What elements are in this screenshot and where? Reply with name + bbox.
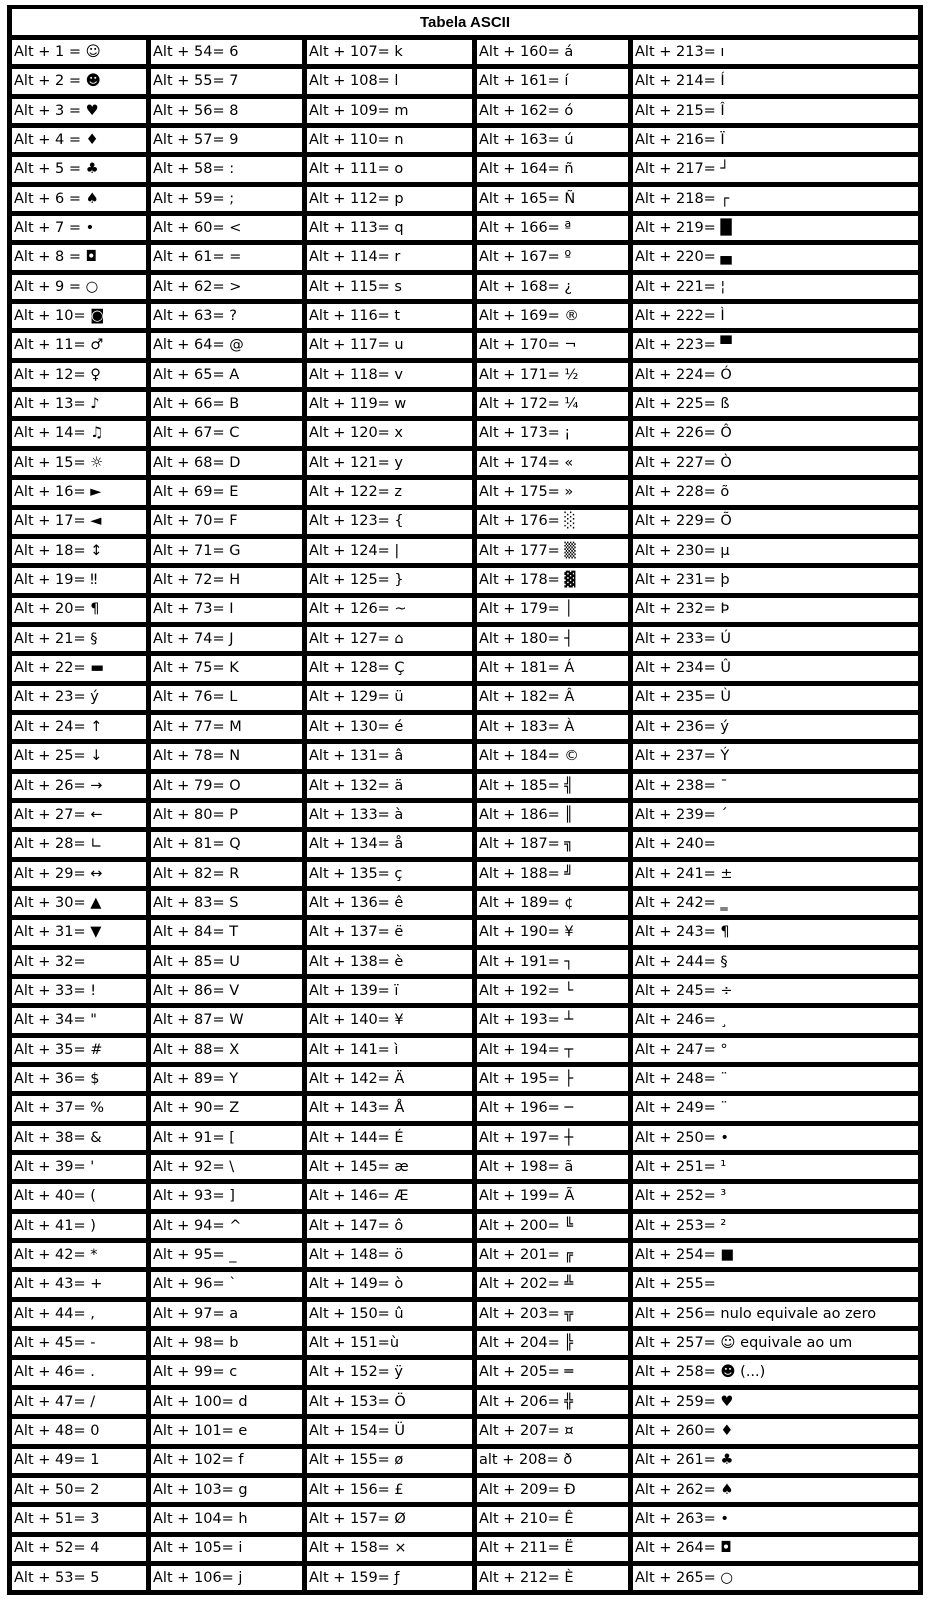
- table-cell: Alt + 155= ø: [307, 1449, 472, 1473]
- table-cell: Alt + 2 = ☻: [12, 69, 146, 93]
- table-cell: Alt + 83= S: [151, 891, 302, 915]
- table-column: [633, 40, 918, 1590]
- table-cell: Alt + 1 = ☺: [12, 40, 146, 64]
- table-cell: Alt + 238= ¯: [633, 774, 918, 798]
- table-cell: Alt + 59= ;: [151, 187, 302, 211]
- table-column: [307, 40, 472, 1590]
- table-cell: Alt + 4 = ♦: [12, 128, 146, 152]
- table-cell: Alt + 241= ±: [633, 862, 918, 886]
- table-cell: Alt + 233= Ú: [633, 627, 918, 651]
- table-cell: Alt + 199= Ã: [477, 1184, 628, 1208]
- table-cell: Alt + 213= ı: [633, 40, 918, 64]
- table-cell: Alt + 203= ╦: [477, 1302, 628, 1326]
- table-cell: Alt + 34= ": [12, 1008, 146, 1032]
- table-cell: Alt + 47= /: [12, 1390, 146, 1414]
- table-cell: Alt + 56= 8: [151, 99, 302, 123]
- table-cell: Alt + 74= J: [151, 627, 302, 651]
- table-cell: Alt + 114= r: [307, 245, 472, 269]
- table-cell: Alt + 91= [: [151, 1126, 302, 1150]
- table-cell: Alt + 12= ♀: [12, 363, 146, 387]
- table-cell: Alt + 231= þ: [633, 568, 918, 592]
- table-cell: Alt + 84= T: [151, 920, 302, 944]
- table-cell: Alt + 214= Í: [633, 69, 918, 93]
- table-cell: Alt + 210= Ê: [477, 1507, 628, 1531]
- table-cell: Alt + 245= ÷: [633, 979, 918, 1003]
- table-cell: Alt + 252= ³: [633, 1184, 918, 1208]
- table-cell: Alt + 200= ╚: [477, 1214, 628, 1238]
- table-cell: Alt + 154= Ü: [307, 1419, 472, 1443]
- table-column: [151, 40, 302, 1590]
- table-cell: Alt + 79= O: [151, 774, 302, 798]
- table-cell: Alt + 242= ‗: [633, 891, 918, 915]
- table-cell: Alt + 151=ù: [307, 1331, 472, 1355]
- table-cell: Alt + 72= H: [151, 568, 302, 592]
- table-cell: Alt + 232= Þ: [633, 598, 918, 622]
- table-cell: Alt + 162= ó: [477, 99, 628, 123]
- table-cell: Alt + 104= h: [151, 1507, 302, 1531]
- table-cell: Alt + 221= ¦: [633, 275, 918, 299]
- table-cell: Alt + 176= ░: [477, 510, 628, 534]
- table-cell: Alt + 7 = •: [12, 216, 146, 240]
- table-cell: Alt + 20= ¶: [12, 598, 146, 622]
- table-cell: Alt + 48= 0: [12, 1419, 146, 1443]
- table-grid: [12, 40, 918, 1590]
- table-cell: Alt + 49= 1: [12, 1449, 146, 1473]
- table-cell: Alt + 90= Z: [151, 1096, 302, 1120]
- table-cell: Alt + 55= 7: [151, 69, 302, 93]
- table-cell: Alt + 218= ┌: [633, 187, 918, 211]
- table-cell: Alt + 50= 2: [12, 1478, 146, 1502]
- table-cell: Alt + 36= $: [12, 1067, 146, 1091]
- table-cell: Alt + 108= l: [307, 69, 472, 93]
- table-cell: Alt + 43= +: [12, 1272, 146, 1296]
- ascii-table: [7, 5, 923, 1595]
- table-cell: Alt + 126= ~: [307, 598, 472, 622]
- table-cell: Alt + 244= §: [633, 950, 918, 974]
- table-cell: Alt + 46= .: [12, 1360, 146, 1384]
- table-cell: Alt + 92= \: [151, 1155, 302, 1179]
- table-cell: Alt + 117= u: [307, 333, 472, 357]
- table-cell: Alt + 188= ╝: [477, 862, 628, 886]
- table-cell: Alt + 128= Ç: [307, 656, 472, 680]
- table-cell: Alt + 183= À: [477, 715, 628, 739]
- table-cell: Alt + 89= Y: [151, 1067, 302, 1091]
- table-cell: Alt + 93= ]: [151, 1184, 302, 1208]
- table-cell: Alt + 94= ^: [151, 1214, 302, 1238]
- table-cell: Alt + 24= ↑: [12, 715, 146, 739]
- table-cell: Alt + 75= K: [151, 656, 302, 680]
- table-cell: Alt + 37= %: [12, 1096, 146, 1120]
- table-cell: Alt + 121= y: [307, 451, 472, 475]
- table-cell: Alt + 80= P: [151, 803, 302, 827]
- table-cell: Alt + 172= ¼: [477, 392, 628, 416]
- table-cell: Alt + 28= ∟: [12, 832, 146, 856]
- table-cell: Alt + 226= Ô: [633, 421, 918, 445]
- table-cell: Alt + 197= ┼: [477, 1126, 628, 1150]
- table-cell: Alt + 98= b: [151, 1331, 302, 1355]
- table-cell: Alt + 190= ¥: [477, 920, 628, 944]
- table-cell: Alt + 160= á: [477, 40, 628, 64]
- table-cell: Alt + 167= º: [477, 245, 628, 269]
- table-cell: Alt + 23= ý: [12, 686, 146, 710]
- table-cell: Alt + 205= ═: [477, 1360, 628, 1384]
- table-cell: Alt + 264= ◘: [633, 1537, 918, 1561]
- table-cell: Alt + 152= ÿ: [307, 1360, 472, 1384]
- table-cell: Alt + 45= -: [12, 1331, 146, 1355]
- table-cell: Alt + 258= ☻ (...): [633, 1360, 918, 1384]
- table-cell: Alt + 71= G: [151, 539, 302, 563]
- table-cell: Alt + 107= k: [307, 40, 472, 64]
- table-cell: Alt + 9 = ○: [12, 275, 146, 299]
- table-cell: Alt + 144= É: [307, 1126, 472, 1150]
- table-cell: Alt + 130= é: [307, 715, 472, 739]
- table-cell: Alt + 106= j: [151, 1566, 302, 1590]
- table-cell: Alt + 253= ²: [633, 1214, 918, 1238]
- table-cell: Alt + 100= d: [151, 1390, 302, 1414]
- table-cell: Alt + 81= Q: [151, 832, 302, 856]
- table-cell: Alt + 250= •: [633, 1126, 918, 1150]
- table-cell: Alt + 22= ▬: [12, 656, 146, 680]
- table-cell: Alt + 21= §: [12, 627, 146, 651]
- table-cell: Alt + 219= █: [633, 216, 918, 240]
- table-cell: Alt + 88= X: [151, 1038, 302, 1062]
- table-cell: Alt + 42= *: [12, 1243, 146, 1267]
- table-cell: Alt + 110= n: [307, 128, 472, 152]
- table-cell: Alt + 97= a: [151, 1302, 302, 1326]
- table-cell: Alt + 29= ↔: [12, 862, 146, 886]
- table-cell: Alt + 101= e: [151, 1419, 302, 1443]
- table-cell: Alt + 140= ¥: [307, 1008, 472, 1032]
- table-cell: Alt + 142= Ä: [307, 1067, 472, 1091]
- table-cell: Alt + 53= 5: [12, 1566, 146, 1590]
- table-cell: Alt + 73= I: [151, 598, 302, 622]
- table-cell: Alt + 150= û: [307, 1302, 472, 1326]
- table-cell: Alt + 255=: [633, 1272, 918, 1296]
- table-cell: Alt + 138= è: [307, 950, 472, 974]
- table-cell: Alt + 171= ½: [477, 363, 628, 387]
- table-cell: Alt + 228= õ: [633, 480, 918, 504]
- table-cell: Alt + 262= ♠: [633, 1478, 918, 1502]
- table-cell: Alt + 41= ): [12, 1214, 146, 1238]
- table-cell: Alt + 187= ╗: [477, 832, 628, 856]
- table-cell: Alt + 85= U: [151, 950, 302, 974]
- table-cell: Alt + 120= x: [307, 421, 472, 445]
- table-cell: Alt + 216= Ï: [633, 128, 918, 152]
- table-cell: Alt + 247= °: [633, 1038, 918, 1062]
- table-cell: Alt + 25= ↓: [12, 744, 146, 768]
- table-cell: Alt + 32=: [12, 950, 146, 974]
- table-cell: Alt + 136= ê: [307, 891, 472, 915]
- table-cell: Alt + 166= ª: [477, 216, 628, 240]
- table-cell: Alt + 196= ─: [477, 1096, 628, 1120]
- table-cell: Alt + 64= @: [151, 333, 302, 357]
- table-cell: Alt + 220= ▄: [633, 245, 918, 269]
- table-cell: Alt + 129= ü: [307, 686, 472, 710]
- table-cell: Alt + 246= ¸: [633, 1008, 918, 1032]
- table-cell: Alt + 44= ,: [12, 1302, 146, 1326]
- table-cell: Alt + 215= Î: [633, 99, 918, 123]
- table-cell: Alt + 137= ë: [307, 920, 472, 944]
- table-cell: Alt + 161= í: [477, 69, 628, 93]
- table-cell: Alt + 134= å: [307, 832, 472, 856]
- table-cell: Alt + 135= ç: [307, 862, 472, 886]
- table-cell: Alt + 27= ←: [12, 803, 146, 827]
- table-cell: Alt + 254= ■: [633, 1243, 918, 1267]
- table-cell: Alt + 132= ä: [307, 774, 472, 798]
- table-cell: Alt + 95= _: [151, 1243, 302, 1267]
- table-cell: Alt + 148= ö: [307, 1243, 472, 1267]
- table-column: [477, 40, 628, 1590]
- table-cell: Alt + 40= (: [12, 1184, 146, 1208]
- table-cell: Alt + 8 = ◘: [12, 245, 146, 269]
- table-cell: Alt + 122= z: [307, 480, 472, 504]
- table-cell: Alt + 63= ?: [151, 304, 302, 328]
- table-cell: Alt + 118= v: [307, 363, 472, 387]
- table-cell: Alt + 82= R: [151, 862, 302, 886]
- table-cell: Alt + 87= W: [151, 1008, 302, 1032]
- table-cell: Alt + 165= Ñ: [477, 187, 628, 211]
- table-cell: Alt + 70= F: [151, 510, 302, 534]
- table-cell: Alt + 133= à: [307, 803, 472, 827]
- table-cell: Alt + 112= p: [307, 187, 472, 211]
- table-cell: Alt + 195= ├: [477, 1067, 628, 1091]
- table-cell: Alt + 164= ñ: [477, 157, 628, 181]
- table-cell: Alt + 243= ¶: [633, 920, 918, 944]
- table-cell: Alt + 217= ┘: [633, 157, 918, 181]
- table-cell: Alt + 77= M: [151, 715, 302, 739]
- table-cell: Alt + 169= ®: [477, 304, 628, 328]
- table-cell: Alt + 6 = ♠: [12, 187, 146, 211]
- table-title: Tabela ASCII: [12, 9, 918, 35]
- table-cell: Alt + 145= æ: [307, 1155, 472, 1179]
- table-cell: Alt + 184= ©: [477, 744, 628, 768]
- table-cell: Alt + 119= w: [307, 392, 472, 416]
- table-cell: Alt + 141= ì: [307, 1038, 472, 1062]
- table-cell: Alt + 168= ¿: [477, 275, 628, 299]
- table-cell: Alt + 222= Ì: [633, 304, 918, 328]
- table-cell: Alt + 60= <: [151, 216, 302, 240]
- table-cell: Alt + 175= »: [477, 480, 628, 504]
- table-cell: Alt + 62= >: [151, 275, 302, 299]
- table-cell: Alt + 194= ┬: [477, 1038, 628, 1062]
- table-cell: Alt + 157= Ø: [307, 1507, 472, 1531]
- table-cell: Alt + 67= C: [151, 421, 302, 445]
- table-cell: Alt + 181= Á: [477, 656, 628, 680]
- table-cell: Alt + 235= Ù: [633, 686, 918, 710]
- table-cell: Alt + 260= ♦: [633, 1419, 918, 1443]
- table-cell: Alt + 225= ß: [633, 392, 918, 416]
- table-cell: Alt + 193= ┴: [477, 1008, 628, 1032]
- table-cell: Alt + 99= c: [151, 1360, 302, 1384]
- table-cell: alt + 208= ð: [477, 1449, 628, 1473]
- table-cell: Alt + 173= ¡: [477, 421, 628, 445]
- table-cell: Alt + 259= ♥: [633, 1390, 918, 1414]
- table-cell: Alt + 211= Ë: [477, 1537, 628, 1561]
- table-cell: Alt + 170= ¬: [477, 333, 628, 357]
- table-cell: Alt + 19= ‼: [12, 568, 146, 592]
- table-cell: Alt + 103= g: [151, 1478, 302, 1502]
- table-cell: Alt + 11= ♂: [12, 333, 146, 357]
- table-cell: Alt + 240=: [633, 832, 918, 856]
- table-cell: Alt + 139= ï: [307, 979, 472, 1003]
- table-cell: Alt + 123= {: [307, 510, 472, 534]
- table-cell: Alt + 33= !: [12, 979, 146, 1003]
- table-cell: Alt + 54= 6: [151, 40, 302, 64]
- table-cell: Alt + 146= Æ: [307, 1184, 472, 1208]
- table-cell: Alt + 113= q: [307, 216, 472, 240]
- table-cell: Alt + 224= Ó: [633, 363, 918, 387]
- table-cell: Alt + 201= ╔: [477, 1243, 628, 1267]
- table-cell: Alt + 35= #: [12, 1038, 146, 1062]
- table-cell: Alt + 17= ◄: [12, 510, 146, 534]
- table-cell: Alt + 69= E: [151, 480, 302, 504]
- table-cell: Alt + 5 = ♣: [12, 157, 146, 181]
- table-cell: Alt + 198= ã: [477, 1155, 628, 1179]
- table-cell: Alt + 3 = ♥: [12, 99, 146, 123]
- table-cell: Alt + 14= ♫: [12, 421, 146, 445]
- table-cell: Alt + 61= =: [151, 245, 302, 269]
- table-cell: Alt + 39= ': [12, 1155, 146, 1179]
- table-cell: Alt + 239= ´: [633, 803, 918, 827]
- table-cell: Alt + 227= Ò: [633, 451, 918, 475]
- table-cell: Alt + 236= ý: [633, 715, 918, 739]
- table-cell: Alt + 38= &: [12, 1126, 146, 1150]
- table-cell: Alt + 58= :: [151, 157, 302, 181]
- table-cell: Alt + 163= ú: [477, 128, 628, 152]
- table-cell: Alt + 26= →: [12, 774, 146, 798]
- table-cell: Alt + 248= ¨: [633, 1067, 918, 1091]
- table-cell: Alt + 159= ƒ: [307, 1566, 472, 1590]
- table-cell: Alt + 256= nulo equivale ao zero: [633, 1302, 918, 1326]
- table-cell: Alt + 178= ▓: [477, 568, 628, 592]
- table-cell: Alt + 257= ☺ equivale ao um: [633, 1331, 918, 1355]
- table-cell: Alt + 78= N: [151, 744, 302, 768]
- table-cell: Alt + 13= ♪: [12, 392, 146, 416]
- table-cell: Alt + 230= µ: [633, 539, 918, 563]
- table-cell: Alt + 16= ►: [12, 480, 146, 504]
- table-cell: Alt + 156= £: [307, 1478, 472, 1502]
- table-cell: Alt + 158= ×: [307, 1537, 472, 1561]
- table-cell: Alt + 66= B: [151, 392, 302, 416]
- table-cell: Alt + 65= A: [151, 363, 302, 387]
- table-cell: Alt + 229= Õ: [633, 510, 918, 534]
- table-cell: Alt + 174= «: [477, 451, 628, 475]
- table-cell: Alt + 185= ╣: [477, 774, 628, 798]
- table-cell: Alt + 206= ╬: [477, 1390, 628, 1414]
- table-cell: Alt + 86= V: [151, 979, 302, 1003]
- table-cell: Alt + 189= ¢: [477, 891, 628, 915]
- table-cell: Alt + 116= t: [307, 304, 472, 328]
- table-cell: Alt + 131= â: [307, 744, 472, 768]
- table-cell: Alt + 10= ◙: [12, 304, 146, 328]
- table-cell: Alt + 191= ┐: [477, 950, 628, 974]
- table-cell: Alt + 207= ¤: [477, 1419, 628, 1443]
- table-cell: Alt + 147= ô: [307, 1214, 472, 1238]
- table-cell: Alt + 124= |: [307, 539, 472, 563]
- table-cell: Alt + 109= m: [307, 99, 472, 123]
- table-cell: Alt + 223= ▀: [633, 333, 918, 357]
- table-cell: Alt + 52= 4: [12, 1537, 146, 1561]
- table-cell: Alt + 249= ¨: [633, 1096, 918, 1120]
- table-cell: Alt + 18= ↕: [12, 539, 146, 563]
- table-cell: Alt + 204= ╠: [477, 1331, 628, 1355]
- table-cell: Alt + 177= ▒: [477, 539, 628, 563]
- table-cell: Alt + 30= ▲: [12, 891, 146, 915]
- table-cell: Alt + 96= `: [151, 1272, 302, 1296]
- table-cell: Alt + 105= i: [151, 1537, 302, 1561]
- table-cell: Alt + 261= ♣: [633, 1449, 918, 1473]
- table-cell: Alt + 265= ○: [633, 1566, 918, 1590]
- table-cell: Alt + 182= Â: [477, 686, 628, 710]
- table-cell: Alt + 263= •: [633, 1507, 918, 1531]
- table-cell: Alt + 15= ☼: [12, 451, 146, 475]
- table-cell: Alt + 180= ┤: [477, 627, 628, 651]
- table-cell: Alt + 192= └: [477, 979, 628, 1003]
- table-cell: Alt + 76= L: [151, 686, 302, 710]
- table-cell: Alt + 57= 9: [151, 128, 302, 152]
- table-cell: Alt + 31= ▼: [12, 920, 146, 944]
- table-column: [12, 40, 146, 1590]
- table-cell: Alt + 251= ¹: [633, 1155, 918, 1179]
- table-cell: Alt + 212= È: [477, 1566, 628, 1590]
- table-cell: Alt + 111= o: [307, 157, 472, 181]
- table-cell: Alt + 234= Û: [633, 656, 918, 680]
- table-cell: Alt + 68= D: [151, 451, 302, 475]
- table-cell: Alt + 149= ò: [307, 1272, 472, 1296]
- table-cell: Alt + 125= }: [307, 568, 472, 592]
- table-cell: Alt + 115= s: [307, 275, 472, 299]
- table-cell: Alt + 186= ║: [477, 803, 628, 827]
- table-cell: Alt + 209= Ð: [477, 1478, 628, 1502]
- table-cell: Alt + 51= 3: [12, 1507, 146, 1531]
- table-cell: Alt + 102= f: [151, 1449, 302, 1473]
- table-cell: Alt + 153= Ö: [307, 1390, 472, 1414]
- table-cell: Alt + 202= ╩: [477, 1272, 628, 1296]
- table-cell: Alt + 127= ⌂: [307, 627, 472, 651]
- table-cell: Alt + 179= │: [477, 598, 628, 622]
- table-cell: Alt + 143= Å: [307, 1096, 472, 1120]
- table-cell: Alt + 237= Ý: [633, 744, 918, 768]
